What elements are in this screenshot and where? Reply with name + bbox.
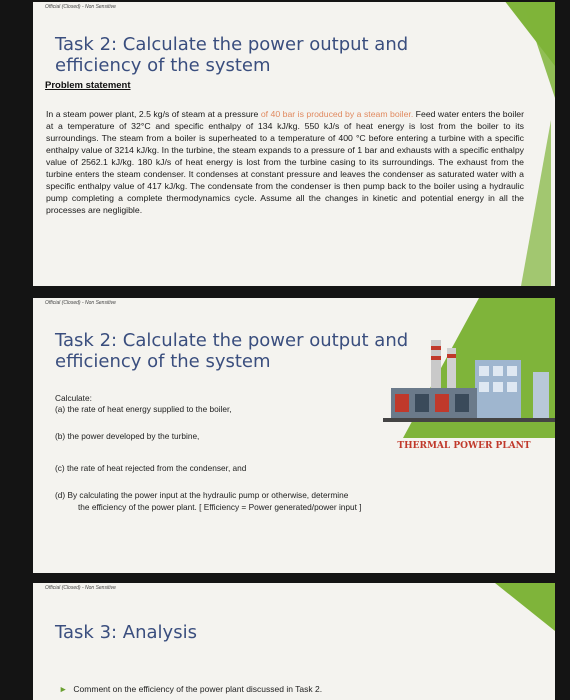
item-d-line1: (d) By calculating the power input at the hydraulic pump or otherwise, determine [55,490,349,500]
item-d-line2: the efficiency of the power plant. [ Efficiency = Power generated/power input ] [78,502,362,512]
item-a: (a) the rate of heat energy supplied to the boiler, [55,404,232,414]
classification-tag: Official (Closed) - Non Sensitive [45,585,116,591]
thermal-power-plant-illustration [383,316,555,450]
slide-title: Task 2: Calculate the power output and efficiency of the system [55,34,409,76]
problem-paragraph: In a steam power plant, 2.5 kg/s of steam at a pressure of 40 bar is produced by a steam boiler. Feed water enters the boiler at a temperature of 32°C and specific enthalpy of 134 kJ/kg. 550 kJ/s of heat energy is lost from the boiler to its surroundings. The steam from a boiler is superheated to a temperature of 400 °C before entering a turbine with a specific enthalpy value of 3214 kJ/kg. In the turbine, the steam expands to a pressure of 1 bar and exhausts with a specific enthalpy value of 2562.1 kJ/kg. 180 kJ/s of heat energy is lost from the turbine casing to its surroundings. The exhaust from the turbine enters the steam condenser. It condenses at constant pressure and leaves the condenser as saturated water with a specific enthalpy value of 417 kJ/kg. The condensate from the condenser is then pump back to the boiler using a hydraulic pump completing a complete thermodynamics cycle. Assume all the changes in kinetic and potential energy in all the processes are negligible. [46,109,524,215]
slide-title: Task 2: Calculate the power output and efficiency of the system [55,330,409,372]
green-corner-accent [455,583,555,631]
item-c: (c) the rate of heat rejected from the condenser, and [55,463,247,473]
slide-task2-problem [33,2,555,286]
bullet-item: ► Comment on the efficiency of the power plant discussed in Task 2. [59,684,323,694]
slide-task3-analysis [33,583,555,700]
slide-task2-calculate [33,298,555,573]
classification-tag: Official (Closed) - Non Sensitive [45,300,116,306]
classification-tag: Official (Closed) - Non Sensitive [45,4,116,10]
green-side-accent [521,120,551,286]
arrow-bullet-icon: ► [59,684,68,694]
item-b: (b) the power developed by the turbine, [55,431,200,441]
calculate-label: Calculate: [55,393,92,403]
slide-title: Task 3: Analysis [55,622,197,643]
problem-statement-heading: Problem statement [45,80,131,91]
image-caption: THERMAL POWER PLANT [397,441,531,451]
